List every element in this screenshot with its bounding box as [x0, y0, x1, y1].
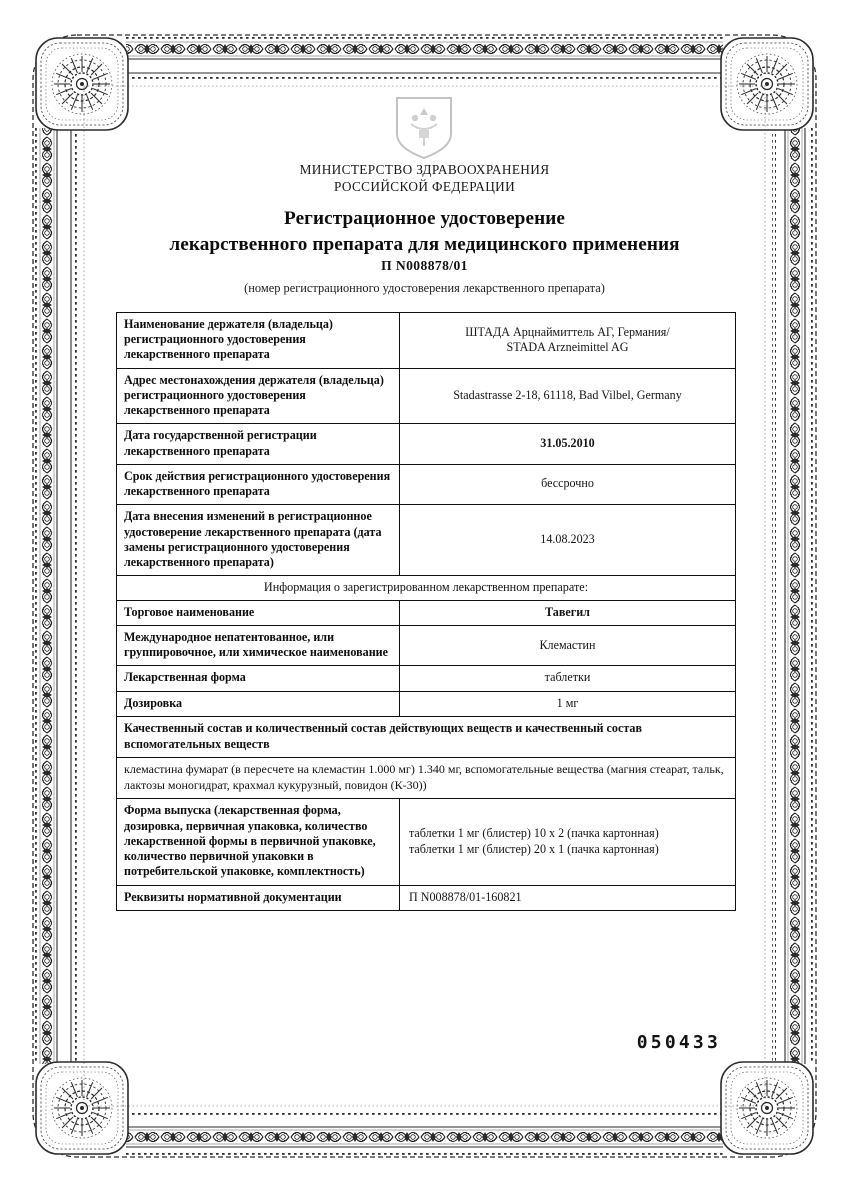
row-label-inn: Международное непатентованное, или группировочное, или химическое наименование: [117, 625, 400, 665]
table-row: [117, 799, 736, 885]
row-value-dosage: 1 мг: [400, 691, 736, 716]
row-label-dosage: Дозировка: [117, 691, 400, 716]
row-label-trade-name: Торговое наименование: [117, 600, 400, 625]
row-value-registration-date: 31.05.2010: [400, 424, 736, 464]
row-value-dosage-form: таблетки: [400, 666, 736, 691]
row-value-holder-address: Stadastrasse 2-18, 61118, Bad Vilbel, Germany: [400, 368, 736, 424]
ministry-line-1: МИНИСТЕРСТВО ЗДРАВООХРАНЕНИЯ: [299, 162, 550, 177]
row-label-amendment-date: Дата внесения изменений в регистрационное удостоверение лекарственного препарата (дата замены регистрационного удостоверения лекарственного препарата): [117, 505, 400, 576]
table-row: [117, 666, 736, 691]
row-label-packaging: Форма выпуска (лекарственная форма, дозировка, первичная упаковка, количество лекарственной формы в первичной упаковке, количество первичной упаковки в потребительской упаковке, комплектность): [117, 799, 400, 885]
row-value-trade-name: Тавегил: [400, 600, 736, 625]
composition-body: клемастина фумарат (в пересчете на клемастин 1.000 мг) 1.340 мг, вспомогательные вещества (магния стеарат, тальк, лактозы моногидрат, крахмал кукурузный, повидон (К-30)): [117, 758, 736, 799]
row-value-inn: Клемастин: [400, 625, 736, 665]
table-row: [117, 691, 736, 716]
page-title: [0, 206, 849, 258]
ministry-line-2: РОССИЙСКОЙ ФЕДЕРАЦИИ: [333, 179, 516, 195]
russian-coat-of-arms-shield-icon: [393, 96, 455, 160]
row-label-dosage-form: Лекарственная форма: [117, 666, 400, 691]
row-value-normative-documentation: П N008878/01-160821: [400, 885, 736, 910]
table-row: [117, 464, 736, 504]
table-row: [117, 600, 736, 625]
ministry-heading: [0, 161, 849, 196]
table-row: [117, 505, 736, 576]
row-label-holder-address: Адрес местонахождения держателя (владельца) регистрационного удостоверения лекарственного препарата: [117, 368, 400, 424]
table-row: [117, 368, 736, 424]
table-row: [117, 424, 736, 464]
registration-number-caption: (номер регистрационного удостоверения лекарственного препарата): [244, 281, 605, 295]
registration-number: П N008878/01: [381, 258, 468, 273]
certificate-details-table: [116, 312, 736, 911]
table-row: [117, 625, 736, 665]
row-label-registration-date: Дата государственной регистрации лекарственного препарата: [117, 424, 400, 464]
row-value-validity-period: бессрочно: [400, 464, 736, 504]
row-label-normative-documentation: Реквизиты нормативной документации: [117, 885, 400, 910]
table-row: [117, 313, 736, 369]
row-value-holder-name: ШТАДА Арцнаймиттель АГ, Германия/ STADA Arzneimittel AG: [400, 313, 736, 369]
section-header-registered-product: Информация о зарегистрированном лекарственном препарате:: [117, 576, 736, 600]
title-line-1: Регистрационное удостоверение: [284, 208, 565, 229]
table-row: [117, 758, 736, 799]
row-value-packaging: таблетки 1 мг (блистер) 10 х 2 (пачка картонная) таблетки 1 мг (блистер) 20 х 1 (пачка картонная): [400, 799, 736, 885]
row-value-amendment-date: 14.08.2023: [400, 505, 736, 576]
row-label-holder-name: Наименование держателя (владельца) регистрационного удостоверения лекарственного препарата: [117, 313, 400, 369]
table-row: [117, 885, 736, 910]
serial-number: 050433: [636, 1032, 721, 1053]
table-section-header-row: [117, 576, 736, 600]
composition-header: Качественный состав и количественный состав действующих веществ и качественный состав вспомогательных веществ: [117, 716, 736, 757]
title-line-2: лекарственного препарата для медицинского применения: [169, 234, 680, 256]
row-label-validity-period: Срок действия регистрационного удостоверения лекарственного препарата: [117, 464, 400, 504]
table-row: [117, 716, 736, 757]
